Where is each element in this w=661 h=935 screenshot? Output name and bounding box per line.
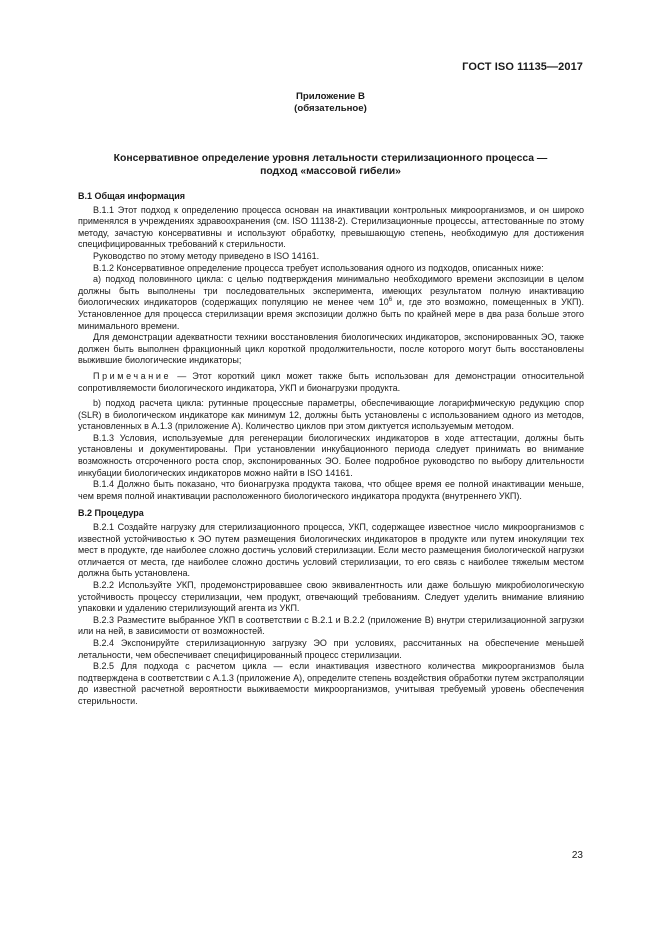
paragraph-b2-3: В.2.3 Разместите выбранное УКП в соответствии с В.2.1 и В.2.2 (приложение В) внутри стерилизационной загрузки или на ней, в зависимости от возможностей. bbox=[78, 614, 584, 637]
half-cycle-text-start: а) подход половинного цикла: с целью подтверждения минимально необходимого времени экспозиции в целом должны быть выполнены три последовательных эксперимента, имеющих результатом полную инактивацию биологических индикаторов (содержащих популяцию не менее чем 10 bbox=[78, 274, 584, 308]
paragraph-b1-3: В.1.3 Условия, используемые для регенерации биологических индикаторов в ходе аттестации, должны быть установлены и документированы. При установлении инкубационного периода следует принимать во внимание возможность отсроченного роста спор, экспонированных ЭО. Более подробное руководство по выбору длительности инкубации биологических индикаторов можно найти в ISO 14161. bbox=[78, 432, 584, 478]
exponent: 6 bbox=[388, 297, 393, 304]
paragraph-b1-2: В.1.2 Консервативное определение процесса требует использования одного из подходов, описанных ниже: bbox=[93, 262, 544, 273]
paragraph-b2-5: В.2.5 Для подхода с расчетом цикла — если инактивация известного количества микроорганизмов была подтверждена в соответствии с А.1.3 (приложение А), определите степень воздействия обработки путем экстраполяции до известной расчетной вероятности выживаемости микроорганизмов, учитывая требуемый уровень обеспечения стерильности. bbox=[78, 661, 584, 706]
annex-heading bbox=[0, 91, 661, 115]
paragraph-b2-4: В.2.4 Экспонируйте стерилизационную загрузку ЭО при условиях, рассчитанных на обеспечение меньшей летальности, чем обеспечивает специфицированный процесс стерилизации. bbox=[78, 637, 584, 660]
section-heading-b1: В.1 Общая информация bbox=[78, 191, 185, 201]
paragraph-b2-1: В.2.1 Создайте нагрузку для стерилизационного процесса, УКП, содержащее известное число микроорганизмов с известной устойчивостью к ЭО путем размещения биологических индикаторов в продукте или путем инокуляции тех мест в продукте, где наиболее сложно достичь условий стерилизации. Если место размещения биологической нагрузки отличается от места, где наиболее сложно достичь условий стерилизации, то его связь с наиболее тяжелым местом должна быть установлена. bbox=[78, 522, 584, 579]
note-text: — Этот короткий цикл может также быть использован для демонстрации относительной сопротивляемости биологического индикатора, УКП и бионагрузки продукта. bbox=[78, 370, 584, 393]
note bbox=[78, 371, 584, 394]
paragraph-cycle-calculation: b) подход расчета цикла: рутинные процессные параметры, обеспечивающие логарифмическую редукцию спор (SLR) в биологическом индикаторе как минимум 12, должны быть установлены с использованием одного из методов, установленных в А.1.3 (приложение А). Количество циклов при этом диктуется используемым методом. bbox=[78, 398, 584, 432]
paragraph-half-cycle bbox=[78, 274, 584, 332]
note-label: Примечание bbox=[93, 370, 172, 381]
paragraph-b2-2: В.2.2 Используйте УКП, продемонстрировавшее свою эквивалентность или даже большую микробиологическую устойчивость процессу стерилизации, чем продукт, отвечающий требованиям. Следует уделить внимание влиянию упаковки и удалению стерилизующий агента из УКП. bbox=[78, 580, 584, 614]
document-body bbox=[78, 191, 584, 708]
document-id: ГОСТ ISO 11135—2017 bbox=[462, 61, 583, 73]
annex-status: (обязательное) bbox=[294, 103, 367, 114]
paragraph-b1-4: В.1.4 Должно быть показано, что бионагрузка продукта такова, что общее время ее полной инактивации меньше, чем время полной инактивации расположенного биологического индикатора продукта (внутреннего УКП). bbox=[78, 479, 584, 501]
paragraph-b1-1: В.1.1 Этот подход к определению процесса основан на инактивации контрольных микроорганизмов, и он широко применялся в учреждениях здравоохранения (см. ISO 11138-2). Стерилизационные процессы, аттестованные по этому методу, зачастую консервативны и используют обработку, превышающую степень, необходимую для достижения специфицированных требований к стерильности. bbox=[78, 204, 584, 250]
page-number: 23 bbox=[571, 850, 583, 861]
half-cycle-text-end: и, где это возможно, помещенных в УКП). Установленное для процесса стерилизации время экспозиции должно быть по крайней мере в два раза больше этого минимального времени. bbox=[78, 297, 584, 331]
section-heading-b2: В.2 Процедура bbox=[78, 508, 144, 519]
paragraph-fractional-cycle: Для демонстрации адекватности техники восстановления биологических индикаторов, экспонированных ЭО, также должен быть выполнен фракционный цикл короткой продолжительности, после которого могут быть восстановлены выжившие биологические индикаторы; bbox=[78, 332, 584, 366]
page-title-line-1: Консервативное определение уровня летальности стерилизационного процесса — bbox=[113, 153, 548, 164]
page-title-line-2: подход «массовой гибели» bbox=[260, 165, 401, 177]
paragraph-b1-1-reference: Руководство по этому методу приведено в ISO 14161. bbox=[93, 250, 320, 261]
annex-title: Приложение В bbox=[296, 91, 365, 102]
page-title bbox=[0, 153, 661, 178]
